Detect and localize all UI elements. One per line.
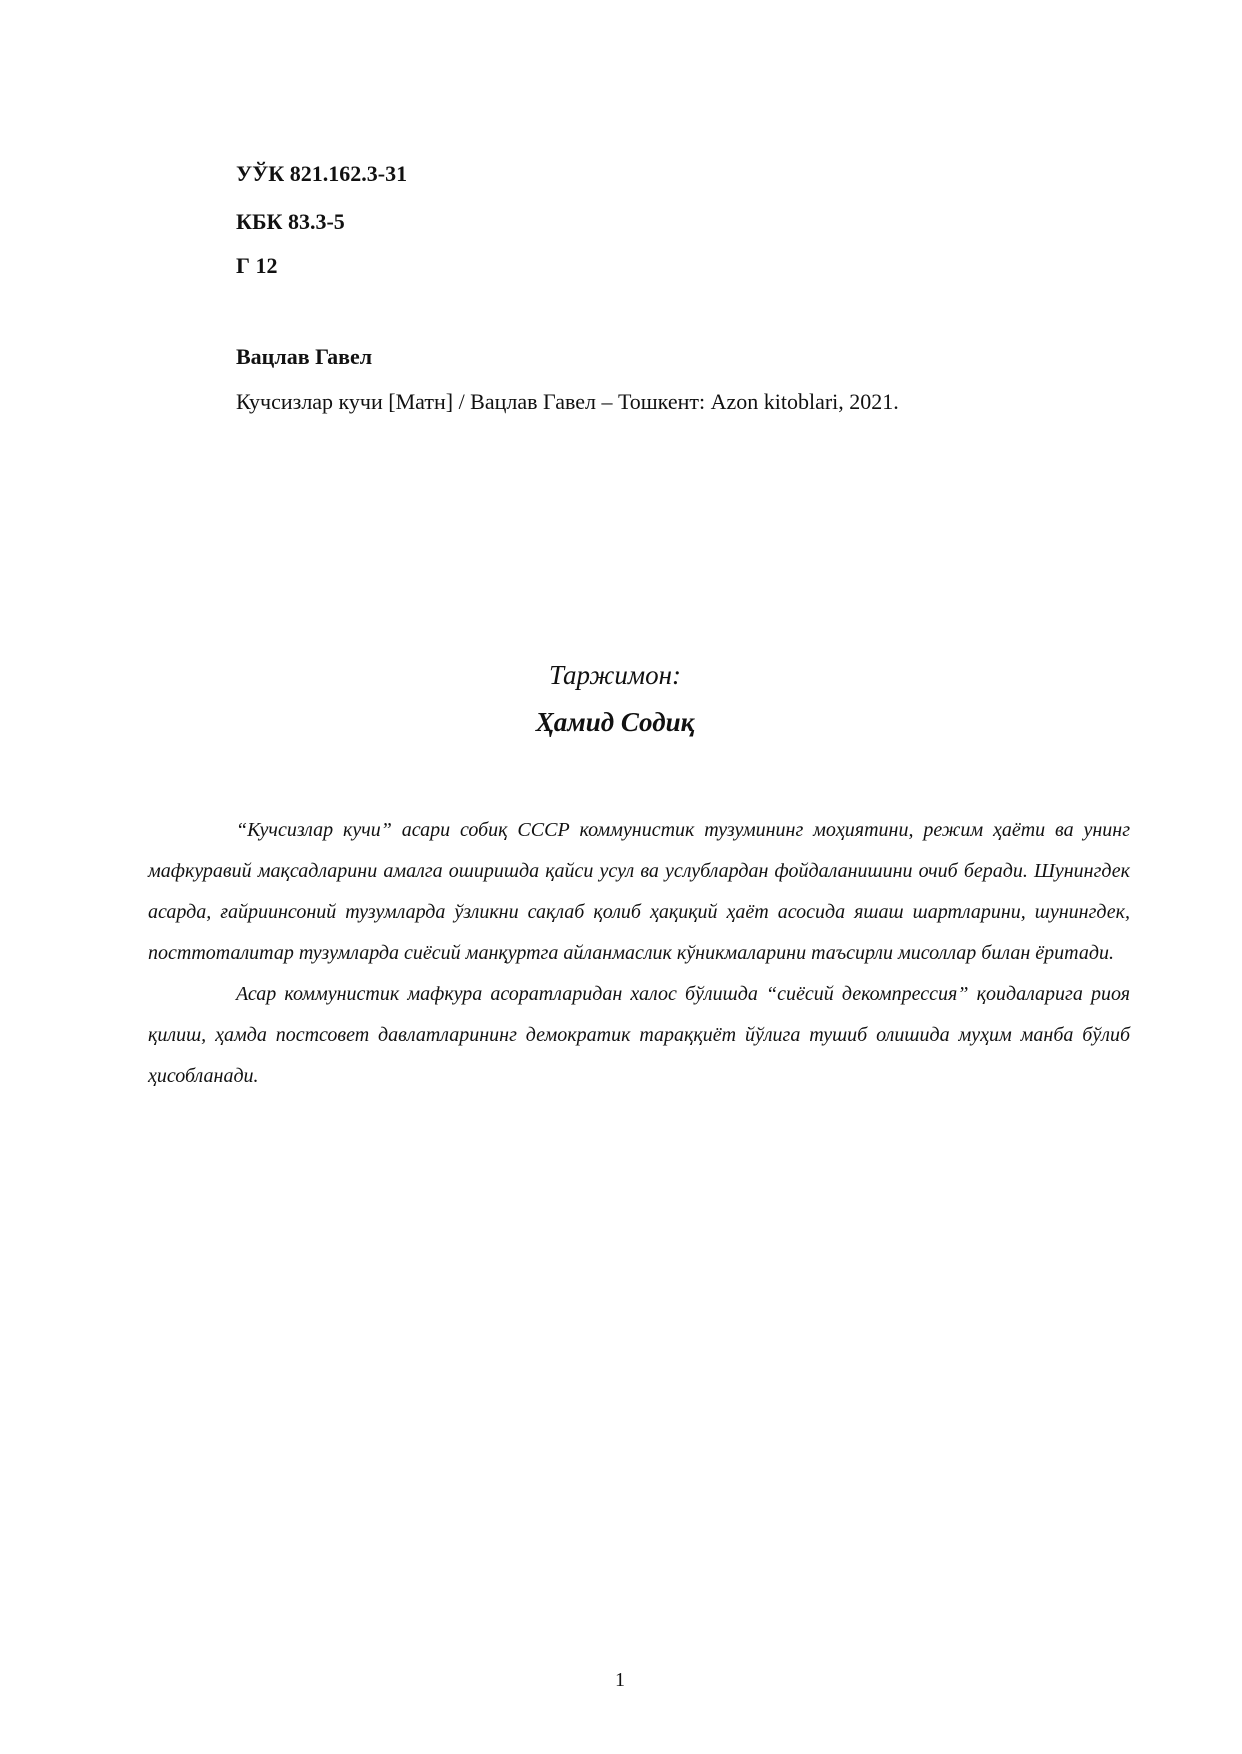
bibliographic-citation: Кучсизлар кучи [Матн] / Вацлав Гавел – Тошкент: Azon kitoblari, 2021. — [236, 389, 899, 414]
abstract-paragraph-1: “Кучсизлар кучи” асари собиқ СССР коммунистик тузумининг моҳиятини, режим ҳаёти ва унинг мафкуравий мақсадларини амалга оширишда қайси усул ва услублардан фойдаланишини очиб беради. Шунингдек асарда, ғайриинсоний тузумларда ўзликни сақлаб қолиб ҳақиқий ҳаёт асосида яшаш шартларини, шунингдек, посттоталитар тузумларда сиёсий манқуртга айланмаслик кўникмаларини таъсирли мисоллар билан ёритади. — [148, 819, 1130, 964]
abstract-paragraph-2: Асар коммунистик мафкура асоратларидан халос бўлишда “сиёсий декомпрессия” қоидаларига риоя қилиш, ҳамда постсовет давлатларининг демократик тараққиёт йўлига тушиб олишида муҳим манба бўлиб ҳисобланади. — [148, 983, 1130, 1087]
translator-name: Ҳамид Содиқ — [535, 707, 695, 737]
abstract — [148, 810, 1130, 1097]
kbk-code: КБК 83.3-5 — [236, 209, 345, 234]
author-name: Вацлав Гавел — [236, 344, 373, 369]
udk-code: УЎК 821.162.3-31 — [236, 161, 408, 186]
translator-label: Таржимон: — [548, 660, 682, 690]
author-index-code: Г 12 — [236, 253, 278, 278]
page-number: 1 — [615, 1669, 625, 1691]
